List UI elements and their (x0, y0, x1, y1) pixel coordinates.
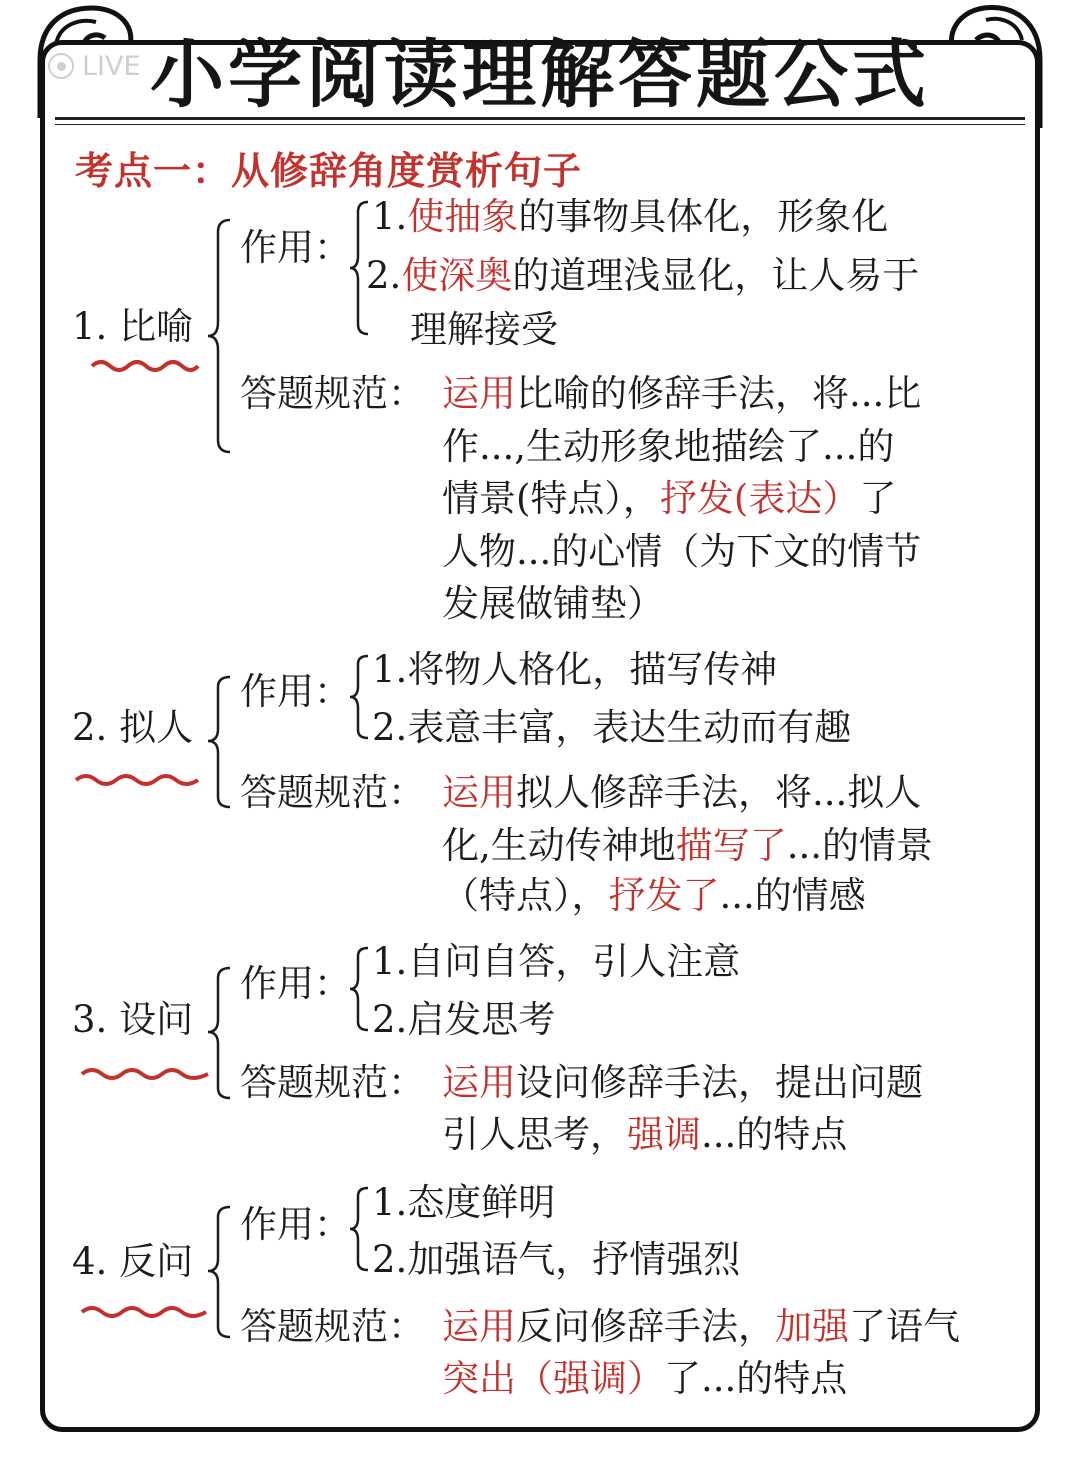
norm-label: 答题规范： (240, 771, 425, 814)
norm-text: 人物...的心情（为下文的情节 (442, 530, 922, 573)
effect-text: 表意丰富，表达生动而有趣 (407, 706, 852, 749)
effect-line (372, 706, 851, 750)
norm-line (442, 1305, 960, 1349)
norm-highlight: 抒发了 (608, 874, 720, 917)
effect-text: 将物人格化，描写传神 (407, 648, 778, 691)
outer-brace-icon (206, 966, 232, 1101)
norm-line (442, 1061, 923, 1105)
effect-num: 1. (372, 1181, 408, 1224)
norm-highlight: 运用 (442, 771, 516, 814)
effect-line (372, 998, 555, 1042)
effect-brace-icon (348, 1186, 370, 1272)
norm-text: 反问修辞手法， (516, 1305, 775, 1348)
title-rule-thick (55, 117, 1025, 120)
outer-brace-icon (206, 675, 232, 810)
norm-label: 答题规范： (240, 1305, 425, 1348)
norm-text: 了 (859, 477, 897, 520)
norm-text: 设问修辞手法，提出问题 (516, 1061, 923, 1104)
effect-brace-icon (348, 654, 370, 740)
norm-text: 拟人修辞手法，将...拟人 (516, 771, 922, 814)
effect-line (366, 254, 919, 298)
norm-text: ...的情景 (786, 824, 934, 867)
norm-line (442, 824, 933, 868)
effect-num: 1. (372, 195, 408, 238)
norm-text: ...的情感 (719, 874, 866, 917)
effect-num: 2. (366, 254, 402, 297)
effect-highlight: 使抽象 (407, 195, 519, 238)
norm-line (442, 530, 921, 574)
norm-text: ...的特点 (701, 1113, 848, 1156)
effect-label: 作用： (240, 962, 351, 1005)
norm-text: 作...,生动形象地描绘了...的 (442, 425, 895, 468)
effect-label: 作用： (240, 670, 351, 713)
norm-highlight: 加强 (775, 1305, 849, 1348)
effect-line (372, 648, 777, 692)
norm-highlight: 运用 (442, 372, 516, 415)
norm-line (442, 874, 866, 918)
effect-text: 态度鲜明 (407, 1181, 556, 1224)
outer-brace-icon (206, 218, 232, 454)
norm-label: 答题规范： (240, 1061, 425, 1104)
norm-text: 发展做铺垫） (442, 582, 664, 625)
effect-text: 的事物具体化，形象化 (518, 195, 889, 238)
wavy-underline-icon (90, 356, 200, 376)
effect-text: 启发思考 (407, 998, 556, 1041)
item-title: 2. 拟人 (72, 706, 194, 749)
effect-line (372, 1238, 740, 1282)
wavy-underline-icon (74, 770, 202, 790)
norm-line (442, 582, 664, 626)
norm-text: 了语气 (849, 1305, 960, 1348)
effect-line (372, 940, 740, 984)
effect-line (372, 195, 888, 239)
effect-label: 作用： (240, 226, 351, 269)
norm-line (442, 771, 921, 815)
effect-num: 2. (372, 998, 408, 1041)
section-heading: 考点一：从修辞角度赏析句子 (75, 149, 583, 193)
effect-num: 2. (372, 1238, 408, 1281)
outer-brace-icon (206, 1205, 232, 1340)
norm-line (442, 1113, 847, 1157)
norm-text: 情景(特点）， (442, 477, 660, 520)
effect-num: 2. (372, 706, 408, 749)
live-label: LIVE (82, 50, 141, 82)
norm-text: 比喻的修辞手法，将...比 (516, 372, 922, 415)
wavy-underline-icon (80, 1064, 212, 1084)
effect-num: 1. (372, 648, 408, 691)
effect-brace-icon (348, 946, 370, 1032)
norm-text: 引人思考， (442, 1113, 627, 1156)
norm-highlight: 描写了 (675, 824, 787, 867)
norm-label: 答题规范： (240, 372, 425, 415)
norm-text: （特点）， (442, 874, 609, 917)
wavy-underline-icon (80, 1302, 210, 1322)
effect-text-cont: 理解接受 (410, 308, 558, 351)
effect-label: 作用： (240, 1203, 351, 1246)
norm-highlight: 运用 (442, 1305, 516, 1348)
title-rule-thin (55, 124, 1025, 125)
effect-num: 1. (372, 940, 408, 983)
effect-highlight: 使深奥 (401, 254, 513, 297)
norm-highlight: 强调 (627, 1113, 701, 1156)
item-title: 4. 反问 (72, 1240, 194, 1283)
item-title: 3. 设问 (72, 998, 194, 1041)
norm-text: 了...的特点 (664, 1357, 848, 1400)
norm-line (442, 1357, 847, 1401)
norm-highlight: 抒发(表达） (659, 477, 860, 520)
norm-line (442, 477, 896, 521)
effect-line (372, 1181, 555, 1225)
effect-text: 自问自答，引人注意 (407, 940, 741, 983)
norm-line (442, 425, 894, 469)
norm-highlight: 运用 (442, 1061, 516, 1104)
effect-text: 加强语气，抒情强烈 (407, 1238, 741, 1281)
effect-text: 的道理浅显化，让人易于 (512, 254, 920, 297)
item-title: 1. 比喻 (72, 305, 194, 348)
page-title: 小学阅读理解答题公式 (150, 32, 930, 118)
norm-highlight: 突出（强调） (442, 1357, 664, 1400)
norm-text: 化,生动传神地 (442, 824, 676, 867)
norm-line (442, 372, 921, 416)
